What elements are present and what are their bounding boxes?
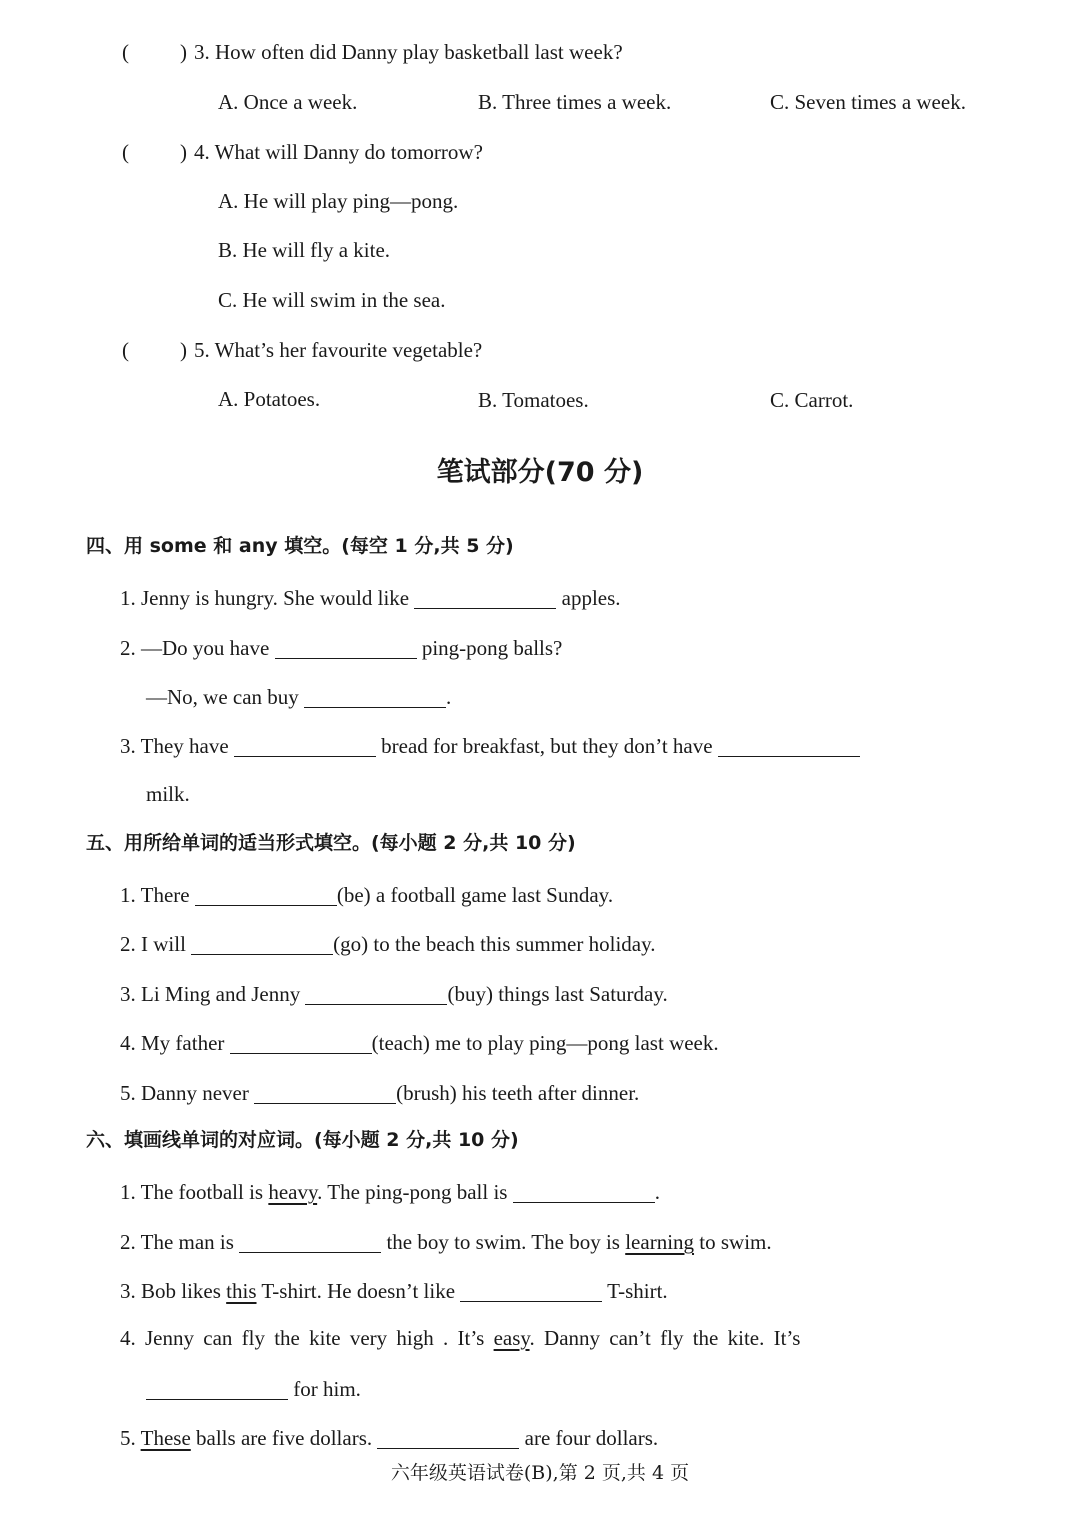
s6-item-4 <box>120 1328 800 1349</box>
s6-q5-mid: balls are five dollars. <box>196 1426 373 1450</box>
question-5: 5. What’s her favourite vegetable? <box>194 338 483 362</box>
answer-blank[interactable] <box>191 932 333 955</box>
s6-q4-mid: . Danny can’t fly the kite. It’s <box>529 1326 801 1350</box>
answer-blank[interactable] <box>513 1180 655 1203</box>
answer-paren-close: ) <box>180 338 187 362</box>
s4-item-3 <box>120 734 860 757</box>
answer-blank[interactable] <box>275 636 417 659</box>
underlined-word: easy <box>493 1326 530 1350</box>
s6-q1-mid: . The ping-pong ball is <box>317 1180 508 1204</box>
s6-q3-mid: T-shirt. He doesn’t like <box>261 1279 456 1303</box>
s4-q3-text: 3. They have <box>120 734 229 758</box>
s4-q2b-tail: . <box>446 685 452 709</box>
s4-q1-text: 1. Jenny is hungry. She would like <box>120 586 410 610</box>
option-3a: A. Once a week. <box>218 90 358 114</box>
answer-paren-close: ) <box>180 140 187 164</box>
option-5a: A. Potatoes. <box>218 387 321 411</box>
s5-q3-tail: (buy) things last Saturday. <box>447 982 668 1006</box>
s5-q5-tail: (brush) his teeth after dinner. <box>396 1081 640 1105</box>
section-4-heading: 四、用 some 和 any 填空。(每空 1 分,共 5 分) <box>86 535 514 557</box>
question-4: 4. What will Danny do tomorrow? <box>194 140 483 164</box>
s6-item-2 <box>120 1230 772 1253</box>
s6-item-1 <box>120 1180 660 1203</box>
s6-q3-tail: T-shirt. <box>607 1279 668 1303</box>
answer-blank[interactable] <box>718 734 860 757</box>
s5-q5-text: 5. Danny never <box>120 1081 249 1105</box>
option-3c: C. Seven times a week. <box>770 90 966 114</box>
s5-item-2 <box>120 932 655 955</box>
underlined-word: These <box>140 1426 191 1450</box>
underlined-word: this <box>226 1279 257 1303</box>
s5-q1-tail: (be) a football game last Sunday. <box>336 883 614 907</box>
s5-q3-text: 3. Li Ming and Jenny <box>120 982 301 1006</box>
answer-blank[interactable] <box>414 586 556 609</box>
section-5-heading: 五、用所给单词的适当形式填空。(每小题 2 分,共 10 分) <box>86 832 576 854</box>
answer-paren-open: ( <box>122 338 129 362</box>
section-6-heading: 六、填画线单词的对应词。(每小题 2 分,共 10 分) <box>86 1129 519 1151</box>
s6-q2-mid: the boy to swim. The boy is <box>386 1230 620 1254</box>
s4-item-3-cont: milk. <box>146 782 190 806</box>
s5-item-4 <box>120 1031 719 1054</box>
s5-q4-tail: (teach) me to play ping—pong last week. <box>371 1031 719 1055</box>
answer-blank[interactable] <box>254 1081 396 1104</box>
s5-item-5 <box>120 1081 639 1104</box>
answer-blank[interactable] <box>460 1279 602 1302</box>
option-4b: B. He will fly a kite. <box>218 238 391 262</box>
s6-q4b-tail: for him. <box>293 1377 361 1401</box>
s4-q2-tail: ping-pong balls? <box>421 636 563 660</box>
s6-q5-tail: are four dollars. <box>524 1426 659 1450</box>
s5-item-1 <box>120 883 613 906</box>
s6-q1-tail: . <box>654 1180 660 1204</box>
answer-blank[interactable] <box>146 1377 288 1400</box>
page-footer: 六年级英语试卷(B),第 2 页,共 4 页 <box>390 1462 690 1484</box>
underlined-word: learning <box>625 1230 695 1254</box>
underlined-word: heavy <box>268 1180 318 1204</box>
s4-item-1 <box>120 586 621 609</box>
s6-q1-text: 1. The football is <box>120 1180 264 1204</box>
option-5c: C. Carrot. <box>770 388 854 412</box>
answer-blank[interactable] <box>195 883 337 906</box>
option-5b: B. Tomatoes. <box>478 388 589 412</box>
s5-q2-text: 2. I will <box>120 932 186 956</box>
written-section-title: 笔试部分(70 分) <box>436 457 644 488</box>
s5-q4-text: 4. My father <box>120 1031 225 1055</box>
s6-q5-number: 5. <box>120 1426 136 1450</box>
question-3: 3. How often did Danny play basketball last week? <box>194 40 623 64</box>
s6-q2-tail: to swim. <box>699 1230 772 1254</box>
s4-q1-tail: apples. <box>561 586 621 610</box>
s4-item-2 <box>120 636 562 659</box>
answer-paren-open: ( <box>122 140 129 164</box>
s4-q3-mid: bread for breakfast, but they don’t have <box>381 734 713 758</box>
answer-blank[interactable] <box>239 1230 381 1253</box>
answer-blank[interactable] <box>234 734 376 757</box>
s6-q3-text: 3. Bob likes <box>120 1279 221 1303</box>
answer-blank[interactable] <box>377 1426 519 1449</box>
option-4a: A. He will play ping—pong. <box>218 189 459 213</box>
answer-blank[interactable] <box>304 685 446 708</box>
s5-q2-tail: (go) to the beach this summer holiday. <box>333 932 656 956</box>
answer-blank[interactable] <box>230 1031 372 1054</box>
option-4c: C. He will swim in the sea. <box>218 288 446 312</box>
s5-q1-text: 1. There <box>120 883 190 907</box>
s6-item-5 <box>120 1426 658 1449</box>
s6-item-4-cont <box>146 1377 361 1400</box>
answer-blank[interactable] <box>305 982 447 1005</box>
s4-q2-text: 2. —Do you have <box>120 636 270 660</box>
s5-item-3 <box>120 982 668 1005</box>
s4-item-2-reply <box>146 685 451 708</box>
option-3b: B. Three times a week. <box>478 90 672 114</box>
s6-item-3 <box>120 1279 668 1302</box>
s6-q4-text: 4. Jenny can fly the kite very high . It’s <box>120 1326 485 1350</box>
answer-paren-open: ( <box>122 40 129 64</box>
s4-q2b-text: —No, we can buy <box>146 685 299 709</box>
s6-q2-text: 2. The man is <box>120 1230 234 1254</box>
answer-paren-close: ) <box>180 40 187 64</box>
